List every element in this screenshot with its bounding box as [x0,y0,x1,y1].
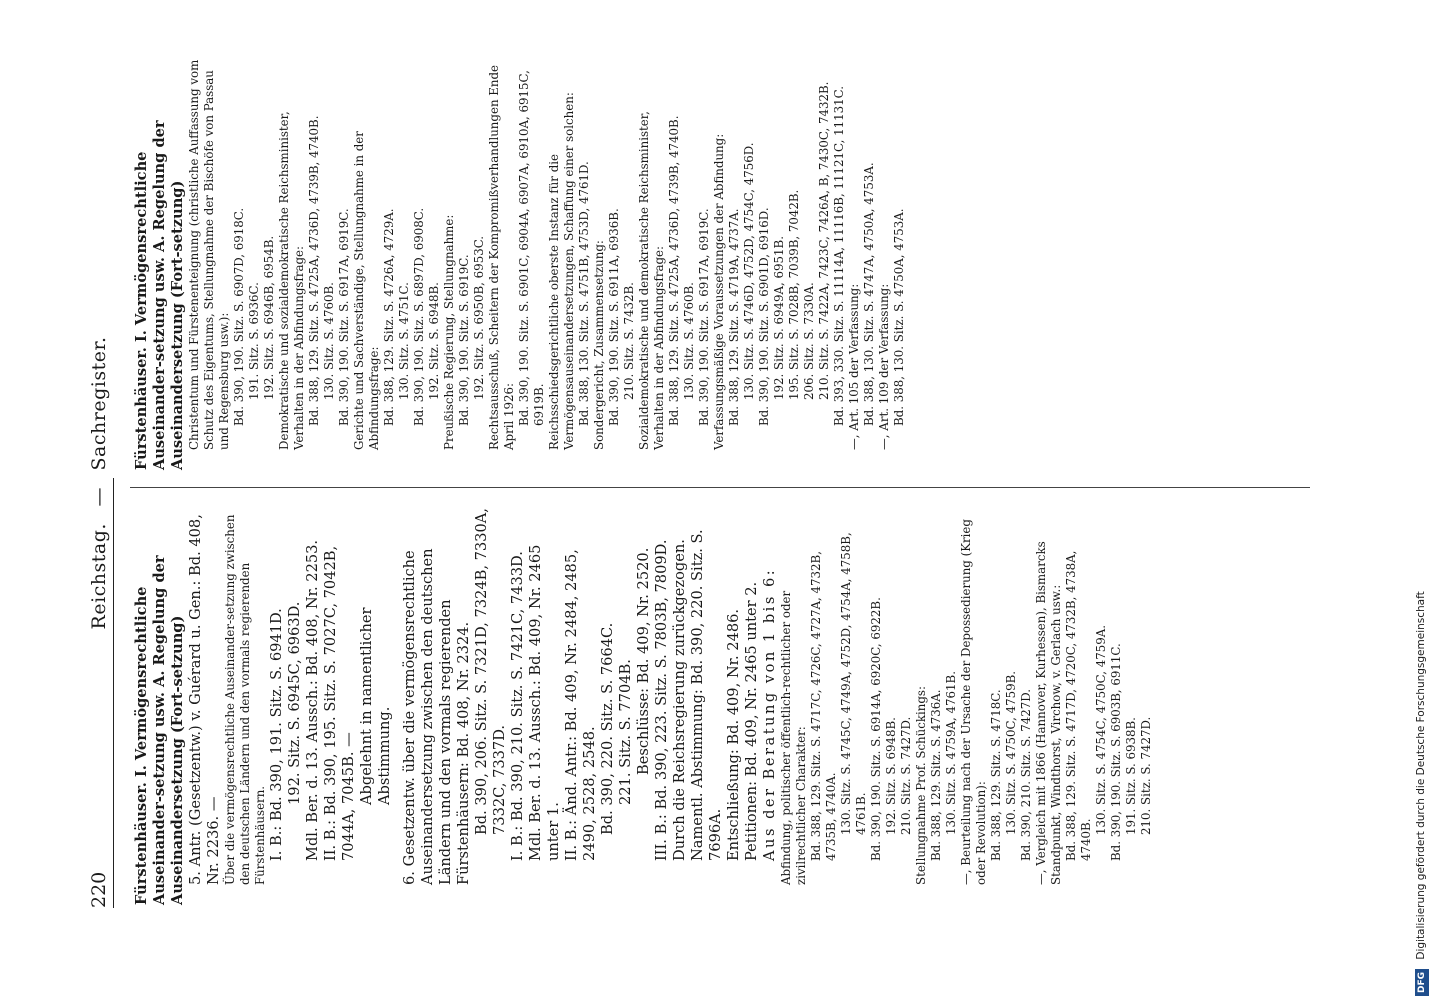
header-left-title: Reichstag. [88,523,110,630]
register-entry: 206. Sitz. S. 7330A. [802,282,816,400]
register-entry: Bd. 388, 130. Sitz. S. 4750A, 4753A. [892,208,906,426]
register-entry: 192. Sitz. S. 6949A, 6951B. [772,236,786,400]
register-entry: 130. Sitz. S. 4745C, 4749A, 4752D, 4754A, 4758B, 4761B. [839,532,868,835]
register-entry: Entschließung: Bd. 409, Nr. 2486. [725,608,742,861]
register-entry: Durch die Reichsregierung zurückgezogen. [671,539,688,861]
header-rule [113,478,114,908]
register-entry: 192. Sitz. S. 6946B, 6954B. [262,235,276,400]
register-entry: Bd. 390, 210. Sitz. S. 7427D. [1019,688,1033,861]
register-entry: I. B.: Bd. 390, 210. Sitz. S. 7421C, 7433D. [509,551,526,861]
register-entry: Bd. 388, 129. Sitz. S. 4717D, 4720C, 4732B, 4738A, 4740B. [1064,550,1093,861]
register-entry: 192. Sitz. S. 6945C, 6963D. [286,601,303,805]
register-entry: Bd. 390, 190. Sitz. S. 6917A, 6919C. [697,208,711,426]
column-heading: Fürstenhäuser. I. Vermögensrechtliche Auseinander-setzung usw. A. Regelung der Auseinandersetzung (Fort-setzung) [133,555,186,905]
register-entry: 210. Sitz. S. 7427D. [899,716,913,835]
register-entry: Über die vermögensrechtliche Auseinander-setzung zwischen den deutschen Ländern und den vormals regierenden Fürstenhäusern. [223,514,267,885]
register-entry: —, Art. 109 der Verfassung: [877,283,891,450]
left-column [133,505,1154,905]
register-entry: 130. Sitz. S. 4760B. [322,282,336,400]
register-entry: Bd. 390, 190. Sitz. S. 6914A, 6920C, 6922B. [869,597,883,861]
register-entry: Demokratische und sozialdemokratische Reichsminister, Verhalten in der Abfindungsfrage: [277,111,306,450]
register-entry: Beschlüsse: Bd. 409, Nr. 2520. [635,547,652,775]
column-divider [130,487,1310,488]
register-entry: Bd. 390, 220. Sitz. S. 7664C. [599,622,616,835]
page-number: 220 [88,871,110,908]
register-entry: I. B.: Bd. 390, 191. Sitz. S. 6941D. [268,608,285,861]
register-entry: Mdl. Ber. d. 13. Aussch.: Bd. 409, Nr. 2465 unter 1. [527,544,562,861]
register-entry: Bd. 388, 129. Sitz. S. 4718C. [989,689,1003,861]
register-entry: Bd. 390, 190. Sitz. S. 6903B, 6911C. [1109,643,1123,861]
register-entry: Bd. 388, 129. Sitz. S. 4725A, 4736D, 4739B, 4740B. [667,115,681,426]
register-entry: 192. Sitz. S. 6948B. [427,282,441,400]
register-entry: Bd. 388, 129. Sitz. S. 4717C, 4726C, 4727A, 4732B, 4735B, 4740A. [809,551,838,861]
register-entry: Aus der Beratung von 1 bis 6: [761,567,778,861]
register-entry: Gerichte und Sachverständige, Stellungnahme in der Abfindungsfrage: [352,131,381,450]
register-entry: Abfindung, politischer öffentlich-rechtlicher oder zivilrechtlicher Charakter: [779,590,808,885]
register-entry: Bd. 388, 130. Sitz. S. 4747A, 4750A, 4753A. [862,162,876,426]
register-entry: Bd. 390, 190. Sitz. S. 6907D, 6918C. [232,207,246,426]
register-entry: 130. Sitz. S. 4754C, 4750C, 4759A. [1094,624,1108,835]
register-entry: Christentum und Fürstenenteignung (christliche Auffassung vom Schutz des Eigentums, Stellungnahme der Bischöfe von Passau und Regensburg usw.): [187,59,231,450]
register-entry: 192. Sitz. S. 6950B, 6953C. [472,235,486,400]
register-entry: 5. Antr. (Gesetzentw.) v. Guérard u. Gen.: Bd. 408, Nr. 2236. — [187,514,222,885]
register-entry: 192. Sitz. S. 6948B. [884,717,898,835]
register-entry: 221. Sitz. S. 7704B. [617,659,634,805]
register-entry: —, Beurteilung nach der Ursache der Depossedierung (Krieg oder Revolution): [959,519,988,885]
header-right-title: Sachregister. [88,336,110,471]
register-entry: Abgelehnt in namentlicher Abstimmung. [358,607,393,805]
right-column [133,50,907,470]
register-entry [394,505,401,905]
register-entry: Sozialdemokratische und demokratische Reichsminister, Verhalten in der Abfindungsfrage: [637,111,666,450]
register-entry: Bd. 388, 129. Sitz. S. 4736A. [929,689,943,861]
funding-note [1410,6,1432,996]
dfg-logo: DFG [1415,969,1429,996]
register-entry: 130. Sitz. S. 4759A, 4761B. [944,671,958,835]
header-dash: — [88,487,110,507]
register-entry: Stellungnahme Prof. Schückings: [914,686,928,885]
register-entry: 210. Sitz. S. 7422A, 7423C, 7426A, B, 7430C, 7432B. [817,81,831,400]
register-entry: Bd. 390, 190. Sitz. S. 6901D, 6916D. [757,207,771,426]
register-entry: 6. Gesetzentw. über die vermögensrechtliche Auseinandersetzung zwischen den deutschen Ländern und den vormals regierenden Fürstenhäusern: Bd. 408, Nr. 2324. [401,548,472,885]
register-entry: 130. Sitz. S. 4750C, 4759B. [1004,670,1018,835]
header-title [88,58,110,908]
register-entry: Bd. 390, 190. Sitz. S. 6911A, 6936B. [607,208,621,426]
register-entry: Petitionen: Bd. 409, Nr. 2465 unter 2. [743,581,760,861]
register-entry: II. B.: Änd. Antr.: Bd. 409, Nr. 2484, 2485, 2490, 2528, 2548. [563,549,598,861]
register-entry: Reichsschiedsgerichtliche oberste Instanz für die Vermögensauseinandersetzungen, Schaffung einer solchen: [547,92,576,450]
register-entry: 130. Sitz. S. 4746D, 4752D, 4754C, 4756D. [742,142,756,400]
column-heading: Fürstenhäuser. I. Vermögensrechtliche Auseinander-setzung usw. A. Regelung der Auseinandersetzung (Fort-setzung) [133,120,186,470]
register-entry: 130. Sitz. S. 4751C. [397,282,411,400]
register-entry: Rechtsausschuß, Scheitern der Kompromißverhandlungen Ende April 1926: [487,64,516,450]
register-entry: Verfassungsmäßige Voraussetzungen der Abfindung: [712,133,726,450]
funding-note-text: Digitalisierung gefördert durch die Deutsche Forschungsgemeinschaft [1415,591,1427,960]
register-entry: Bd. 388, 129. Sitz. S. 4726A, 4729A. [382,208,396,426]
register-entry: Mdl. Ber. d. 13. Aussch.: Bd. 408, Nr. 2253. [304,539,321,861]
register-entry: Bd. 388, 129. Sitz. S. 4725A, 4736D, 4739B, 4740B. [307,115,321,426]
register-entry: 130. Sitz. S. 4760B. [682,282,696,400]
register-entry: Bd. 390, 190. Sitz. S. 6901C, 6904A, 6907A, 6910A, 6915C, 6919B. [517,70,546,426]
running-header [88,58,122,908]
register-entry: II. B.: Bd. 390, 195. Sitz. S. 7027C, 7042B, 7044A, 7045B. — [322,545,357,861]
register-entry: —, Art. 105 der Verfassung: [847,283,861,450]
register-entry: Preußische Regierung, Stellungnahme: [442,214,456,450]
register-entry: 191. Sitz. S. 6938B. [1124,717,1138,835]
register-entry: Bd. 390, 190. Sitz. S. 6917A, 6919C. [337,208,351,426]
register-entry: Bd. 390, 190. Sitz. S. 6897D, 6908C. [412,207,426,426]
register-entry: Bd. 388, 129. Sitz. S. 4719A, 4737A. [727,208,741,426]
register-entry: 191. Sitz. S. 6936C. [247,282,261,400]
register-entry: 195. Sitz. S. 7028B, 7039B, 7042B. [787,189,801,400]
register-entry: Bd. 388, 130. Sitz. S. 4751B, 4753D, 4761D. [577,161,591,426]
register-entry: Sondergericht, Zusammensetzung: [592,240,606,450]
register-entry: Bd. 390, 206. Sitz. S. 7321D, 7324B, 7330A, 7332C, 7337D. [473,508,508,835]
register-entry: —, Vergleich mit 1866 (Hannover, Kurhessen), Bismarcks Standpunkt, Windthorst, Virchow, v. Gerlach usw.: [1034,541,1063,885]
register-entry: Bd. 390, 190. Sitz. S. 6919C. [457,254,471,426]
register-entry: 210. Sitz. S. 7432B. [622,282,636,400]
register-entry: Bd. 393, 330. Sitz. S. 11114A, 11116B, 11121C, 11131C. [832,86,846,426]
register-entry: III. B.: Bd. 390, 223. Sitz. S. 7803B, 7809D. [653,539,670,861]
register-entry: Namentl. Abstimmung: Bd. 390, 220. Sitz. S. 7696A. [689,529,724,861]
register-entry: 210. Sitz. S. 7427D. [1139,716,1153,835]
